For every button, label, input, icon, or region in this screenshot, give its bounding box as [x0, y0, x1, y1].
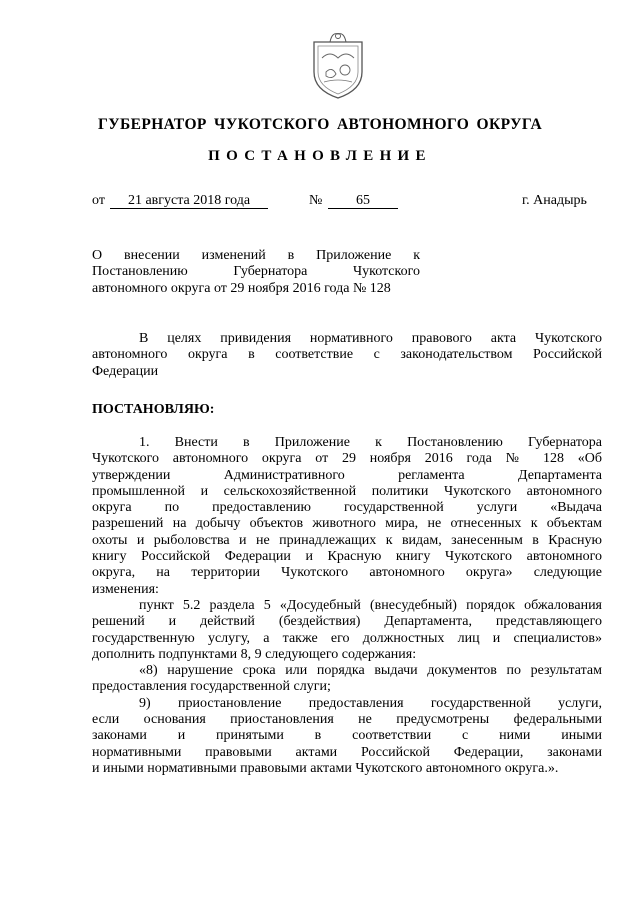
preamble-line: Федерации — [92, 363, 159, 379]
number-sign: № — [309, 193, 323, 208]
body-line: государственную услугу, а также его должностных лиц и специалистов» — [92, 630, 602, 646]
subject-line: автономного округа от 29 ноября 2016 года № 128 — [92, 280, 391, 296]
body-line: Чукотского автономного округа от 29 ноября 2016 года № 128 «Об — [92, 451, 602, 467]
subject-line: О внесении изменений в Приложение к — [92, 248, 420, 263]
governor-title: ГУБЕРНАТОР ЧУКОТСКОГО АВТОНОМНОГО ОКРУГА — [97, 116, 543, 133]
body-line: предоставления государственной слуги; — [92, 679, 331, 695]
body-line: 9) приостановление предоставления государственной услуги, — [139, 695, 602, 711]
decree-heading: ПОСТАНОВЛЯЮ: — [92, 402, 215, 417]
document-date-value: 21 августа 2018 года — [110, 193, 268, 209]
body-line: охоты и рыболовства и не принадлежащих к видам, занесенным в Красную — [92, 532, 602, 548]
coat-of-arms-icon — [306, 28, 370, 100]
body-line: изменения: — [92, 581, 159, 597]
body-line: дополнить подпунктами 8, 9 следующего содержания: — [92, 646, 417, 662]
body-line: округа, на территории Чукотского автономного округа» следующие — [92, 565, 602, 581]
body-line: законами и принятыми в соответствии с ними иными — [92, 728, 602, 744]
body-line: разрешений на добычу объектов животного мира, не отнесенных к объектам — [92, 516, 602, 532]
date-prefix: от — [92, 193, 105, 208]
preamble — [92, 331, 602, 380]
document-number — [328, 193, 398, 209]
document-place: г. Анадырь — [522, 193, 587, 208]
body-line: промышленной и сельскохозяйственной политики Чукотского автономного — [92, 483, 602, 499]
body-line: и иными нормативными правовыми актами Чукотского автономного округа.». — [92, 760, 559, 776]
body-line: решений и действий (бездействия) Департамента, представляющего — [92, 614, 602, 630]
document-body — [92, 435, 602, 777]
body-line: 1. Внести в Приложение к Постановлению Губернатора — [139, 435, 602, 450]
body-line: нормативными правовыми актами Российской Федерации, законами — [92, 744, 602, 760]
body-line: «8) нарушение срока или порядка выдачи документов по результатам — [139, 663, 602, 679]
preamble-line: автономного округа в соответствие с законодательством Российской — [92, 347, 602, 363]
body-line: округа по предоставлению государственной услуги «Выдача — [92, 500, 602, 516]
body-line: книгу Российской Федерации и Красную книгу Чукотского автономного — [92, 549, 602, 565]
body-line: пункт 5.2 раздела 5 «Досудебный (внесудебный) порядок обжалования — [139, 597, 602, 613]
body-line: если основания приостановления не предусмотрены федеральными — [92, 712, 602, 728]
subject-line: Постановлению Губернатора Чукотского — [92, 264, 420, 280]
document-subject — [92, 248, 420, 297]
document-date — [110, 193, 268, 209]
preamble-line: В целях привидения нормативного правового акта Чукотского — [139, 331, 602, 346]
document-type: ПОСТАНОВЛЕНИЕ — [208, 148, 432, 164]
document-number-value: 65 — [328, 193, 398, 209]
body-line: утверждении Административного регламента Департамента — [92, 467, 602, 483]
